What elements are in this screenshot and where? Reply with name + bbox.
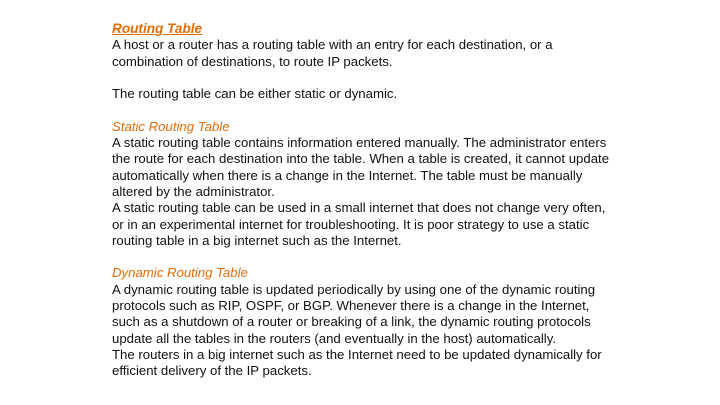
slide-title: Routing Table bbox=[112, 21, 203, 36]
dynamic-paragraph-2: The routers in a big internet such as the Internet need to be updated dynamically for efficient delivery of the IP packets. bbox=[112, 346, 602, 379]
slide-content bbox=[112, 21, 612, 380]
spacer bbox=[112, 102, 612, 118]
spacer bbox=[112, 70, 612, 86]
static-heading: Static Routing Table bbox=[112, 118, 230, 134]
dynamic-heading: Dynamic Routing Table bbox=[112, 265, 248, 281]
static-paragraph-1: A static routing table contains information entered manually. The administrator enters the route for each destination into the table. When a table is created, it cannot update automatically when there is a change in the Internet. The table must be manually altered by the administrator. bbox=[112, 135, 610, 199]
static-paragraph-2: A static routing table can be used in a small internet that does not change very often, or in an experimental internet for troubleshooting. It is poor strategy to use a static routing table in a big internet such as the Internet. bbox=[112, 200, 606, 248]
spacer bbox=[112, 249, 612, 265]
dynamic-paragraph-1: A dynamic routing table is updated periodically by using one of the dynamic routing protocols such as RIP, OSPF, or BGP. Whenever there is a change in the Internet, such as a shutdown of a router or breaking of a link, the dynamic routing protocols update all the tables in the routers (and eventually in the host) automatically. bbox=[112, 281, 596, 346]
intro-paragraph: A host or a router has a routing table with an entry for each destination, or a combination of destinations, to route IP packets. bbox=[112, 37, 553, 69]
types-note: The routing table can be either static or dynamic. bbox=[112, 86, 398, 102]
